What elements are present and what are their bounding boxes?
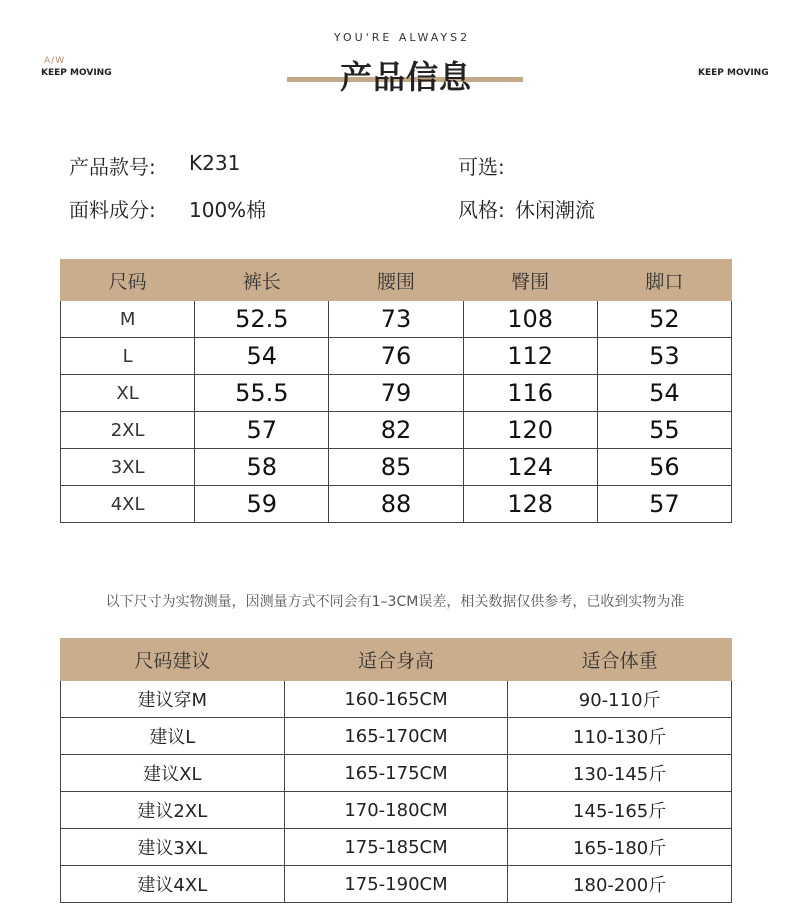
table-cell: 54 xyxy=(195,338,329,375)
table-cell: 53 xyxy=(597,338,731,375)
table-row xyxy=(61,829,732,866)
size-table-header: 腰围 xyxy=(329,260,463,301)
table-cell: 88 xyxy=(329,486,463,523)
table-cell: 120 xyxy=(463,412,597,449)
measurement-note: 以下尺寸为实物测量，因测量方式不同会有1–3CM误差，相关数据仅供参考，已收到实物为准 xyxy=(105,594,685,610)
table-cell: 58 xyxy=(195,449,329,486)
table-cell: 建议3XL xyxy=(61,829,285,866)
table-cell: 55.5 xyxy=(195,375,329,412)
table-cell: 57 xyxy=(597,486,731,523)
table-row xyxy=(61,412,732,449)
table-cell: 57 xyxy=(195,412,329,449)
table-cell: 165-170CM xyxy=(284,718,508,755)
table-row xyxy=(61,301,732,338)
table-cell: 160-165CM xyxy=(284,681,508,718)
table-cell: 165-180斤 xyxy=(508,829,732,866)
table-cell: 73 xyxy=(329,301,463,338)
page-title: 产品信息 xyxy=(339,58,472,96)
table-row xyxy=(61,338,732,375)
fabric-label: 面料成分: xyxy=(69,198,156,222)
model-label: 产品款号: xyxy=(69,155,156,179)
table-cell: 76 xyxy=(329,338,463,375)
table-cell: 建议4XL xyxy=(61,866,285,903)
table-cell: 85 xyxy=(329,449,463,486)
advice-table-header: 尺码建议 xyxy=(61,639,285,681)
table-cell: 112 xyxy=(463,338,597,375)
table-cell: 52 xyxy=(597,301,731,338)
style-value: 休闲潮流 xyxy=(515,198,595,222)
style-label: 风格: xyxy=(458,198,505,222)
advice-table-header: 适合体重 xyxy=(508,639,732,681)
size-table-header: 臀围 xyxy=(463,260,597,301)
table-cell: 52.5 xyxy=(195,301,329,338)
table-cell: 145-165斤 xyxy=(508,792,732,829)
table-cell: 128 xyxy=(463,486,597,523)
table-cell: 90-110斤 xyxy=(508,681,732,718)
optional-label: 可选: xyxy=(458,155,505,179)
table-cell: 110-130斤 xyxy=(508,718,732,755)
size-cell: L xyxy=(61,338,195,375)
table-cell: 108 xyxy=(463,301,597,338)
table-cell: 116 xyxy=(463,375,597,412)
table-cell: 124 xyxy=(463,449,597,486)
table-row xyxy=(61,449,732,486)
size-cell: 3XL xyxy=(61,449,195,486)
size-table-header: 裤长 xyxy=(195,260,329,301)
table-cell: 建议2XL xyxy=(61,792,285,829)
table-cell: 165-175CM xyxy=(284,755,508,792)
table-cell: 175-185CM xyxy=(284,829,508,866)
keep-moving-left: KEEP MOVING xyxy=(41,68,112,78)
table-cell: 170-180CM xyxy=(284,792,508,829)
table-cell: 59 xyxy=(195,486,329,523)
table-cell: 82 xyxy=(329,412,463,449)
size-cell: M xyxy=(61,301,195,338)
keep-moving-right: KEEP MOVING xyxy=(698,68,769,78)
size-cell: XL xyxy=(61,375,195,412)
table-row xyxy=(61,486,732,523)
table-cell: 55 xyxy=(597,412,731,449)
table-cell: 54 xyxy=(597,375,731,412)
size-cell: 4XL xyxy=(61,486,195,523)
size-cell: 2XL xyxy=(61,412,195,449)
table-row xyxy=(61,718,732,755)
size-advice-table xyxy=(60,638,732,903)
size-table xyxy=(60,259,732,523)
fabric-value: 100%棉 xyxy=(189,198,267,222)
table-cell: 建议XL xyxy=(61,755,285,792)
aw-label: A/W xyxy=(44,56,66,66)
tagline: YOU'RE ALWAYS2 xyxy=(333,31,471,44)
advice-table-header: 适合身高 xyxy=(284,639,508,681)
size-table-header-row xyxy=(61,260,732,301)
table-cell: 56 xyxy=(597,449,731,486)
table-row xyxy=(61,792,732,829)
model-value: K231 xyxy=(189,151,241,175)
table-row xyxy=(61,755,732,792)
advice-table-header-row xyxy=(61,639,732,681)
table-cell: 180-200斤 xyxy=(508,866,732,903)
table-cell: 130-145斤 xyxy=(508,755,732,792)
table-row xyxy=(61,375,732,412)
table-row xyxy=(61,681,732,718)
table-cell: 建议L xyxy=(61,718,285,755)
size-table-header: 尺码 xyxy=(61,260,195,301)
size-table-header: 脚口 xyxy=(597,260,731,301)
table-cell: 79 xyxy=(329,375,463,412)
table-cell: 175-190CM xyxy=(284,866,508,903)
table-row xyxy=(61,866,732,903)
table-cell: 建议穿M xyxy=(61,681,285,718)
